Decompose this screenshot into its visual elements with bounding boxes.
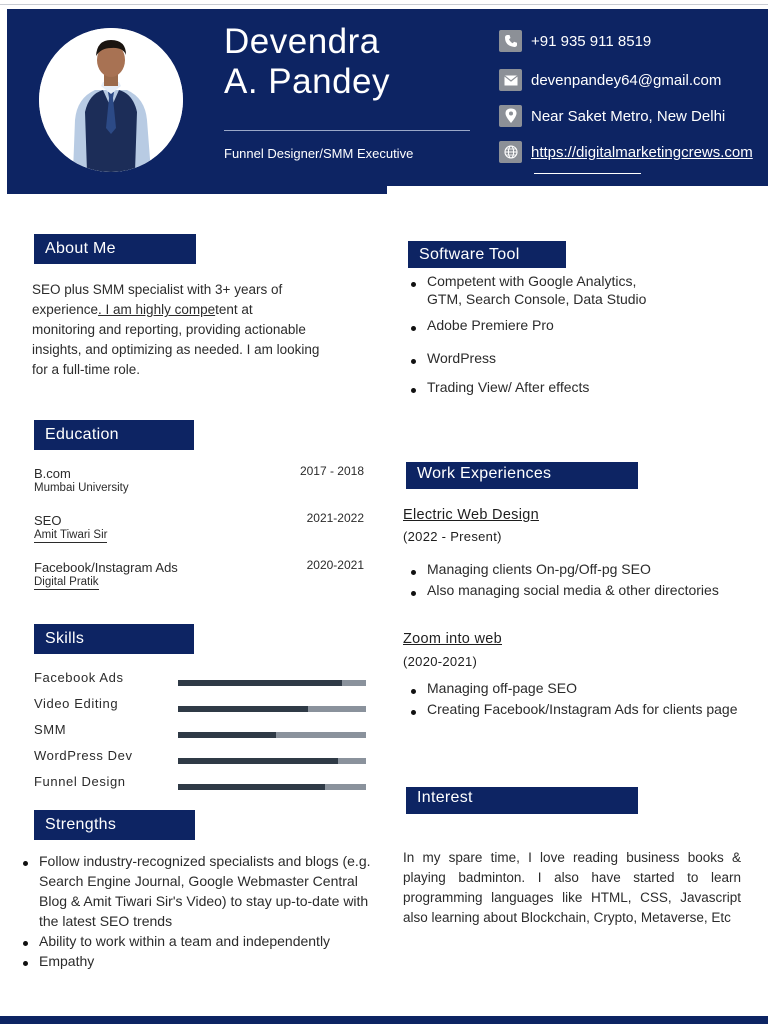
list-item: Also managing social media & other directories — [408, 581, 758, 599]
avatar — [39, 28, 183, 172]
education-institution: Mumbai University — [34, 482, 129, 494]
education-institution: Amit Tiwari Sir — [34, 529, 108, 541]
list-item: Adobe Premiere Pro — [408, 316, 658, 334]
website-link[interactable]: https://digitalmarketingcrews.com — [531, 143, 753, 161]
education-years: 2017 - 2018 — [299, 464, 364, 478]
skill-row — [34, 722, 366, 742]
email-address: devenpandey64@gmail.com — [531, 71, 722, 89]
education-years: 2020-2021 — [306, 558, 364, 572]
skill-row — [34, 696, 366, 716]
skill-bar — [178, 784, 366, 790]
education-degree: B.com — [34, 466, 71, 481]
skill-bar — [178, 680, 366, 686]
software-list — [408, 272, 658, 396]
contact-phone — [499, 29, 767, 53]
candidate-name — [224, 22, 390, 102]
list-item: Competent with Google Analytics, GTM, Search Console, Data Studio — [408, 272, 658, 308]
contact-divider — [534, 173, 641, 174]
top-divider — [0, 4, 768, 5]
skill-bar-fill — [178, 732, 276, 738]
job-company: Electric Web Design — [403, 507, 539, 523]
skill-row — [34, 748, 366, 768]
header-notch — [7, 186, 387, 194]
name-line-first: Devendra — [224, 22, 380, 61]
name-line-second: A. Pandey — [224, 62, 390, 101]
skill-bar — [178, 706, 366, 712]
skill-label: Funnel Design — [34, 774, 126, 789]
location-pin-icon — [499, 105, 522, 127]
skill-bar-fill — [178, 758, 338, 764]
software-heading: Software Tool — [408, 241, 566, 268]
mail-icon — [499, 69, 522, 91]
list-item: Trading View/ After effects — [408, 378, 658, 396]
job-period: (2022 - Present) — [403, 529, 502, 544]
education-heading: Education — [34, 420, 194, 450]
skill-row — [34, 774, 366, 794]
skill-bar-fill — [178, 706, 308, 712]
phone-icon — [499, 30, 522, 52]
job-period: (2020-2021) — [403, 654, 478, 669]
skills-heading: Skills — [34, 624, 194, 654]
address-text: Near Saket Metro, New Delhi — [531, 107, 726, 125]
strengths-heading: Strengths — [34, 810, 195, 840]
skill-label: Video Editing — [34, 696, 119, 711]
list-item: Managing clients On-pg/Off-pg SEO — [408, 560, 758, 578]
list-item: Empathy — [20, 951, 372, 971]
interest-text: In my spare time, I love reading business books & playing badminton. I also have started to learn programming languages like HTML, CSS, Javascript also learning about Blockchain, Crypto, Metaverse, Etc — [403, 850, 741, 925]
name-divider — [224, 130, 470, 131]
interest-heading: Interest — [406, 787, 638, 814]
phone-number: +91 935 911 8519 — [531, 32, 652, 50]
skill-bar — [178, 758, 366, 764]
job-company: Zoom into web — [403, 631, 502, 647]
job-role: Funnel Designer/SMM Executive — [224, 146, 414, 161]
skill-label: SMM — [34, 722, 67, 737]
list-item: Managing off-page SEO — [408, 679, 748, 697]
contact-email — [499, 68, 767, 92]
job-duties — [408, 560, 758, 599]
globe-icon — [499, 141, 522, 163]
education-years: 2021-2022 — [306, 511, 364, 525]
skill-bar-fill — [178, 784, 325, 790]
about-text: SEO plus SMM specialist with 3+ years of experience. I am highly competent at monitoring and reporting, providing actionable insights, and optimizing as needed. I am looking for a full-time role. — [32, 282, 320, 377]
skill-bar-fill — [178, 680, 342, 686]
skill-bar — [178, 732, 366, 738]
strengths-list — [20, 851, 372, 971]
about-heading: About Me — [34, 234, 196, 264]
profile-photo — [39, 28, 183, 172]
education-degree: Facebook/Instagram Ads — [34, 560, 178, 575]
list-item: Follow industry-recognized specialists and blogs (e.g. Search Engine Journal, Google Webmaster Central Blog & Amit Tiwari Sir's Video) to stay up-to-date with the latest SEO trends — [20, 851, 372, 931]
list-item: Creating Facebook/Instagram Ads for clients page — [408, 700, 748, 718]
skill-label: Facebook Ads — [34, 670, 124, 685]
education-degree: SEO — [34, 513, 62, 528]
contact-website — [499, 140, 767, 164]
list-item: WordPress — [408, 349, 658, 367]
job-duties — [408, 679, 748, 718]
footer-bar — [0, 1016, 768, 1024]
list-item: Ability to work within a team and independently — [20, 931, 372, 951]
skill-row — [34, 670, 366, 690]
work-heading: Work Experiences — [406, 462, 638, 489]
skill-label: WordPress Dev — [34, 748, 133, 763]
education-institution: Digital Pratik — [34, 576, 99, 588]
contact-address — [499, 104, 767, 128]
